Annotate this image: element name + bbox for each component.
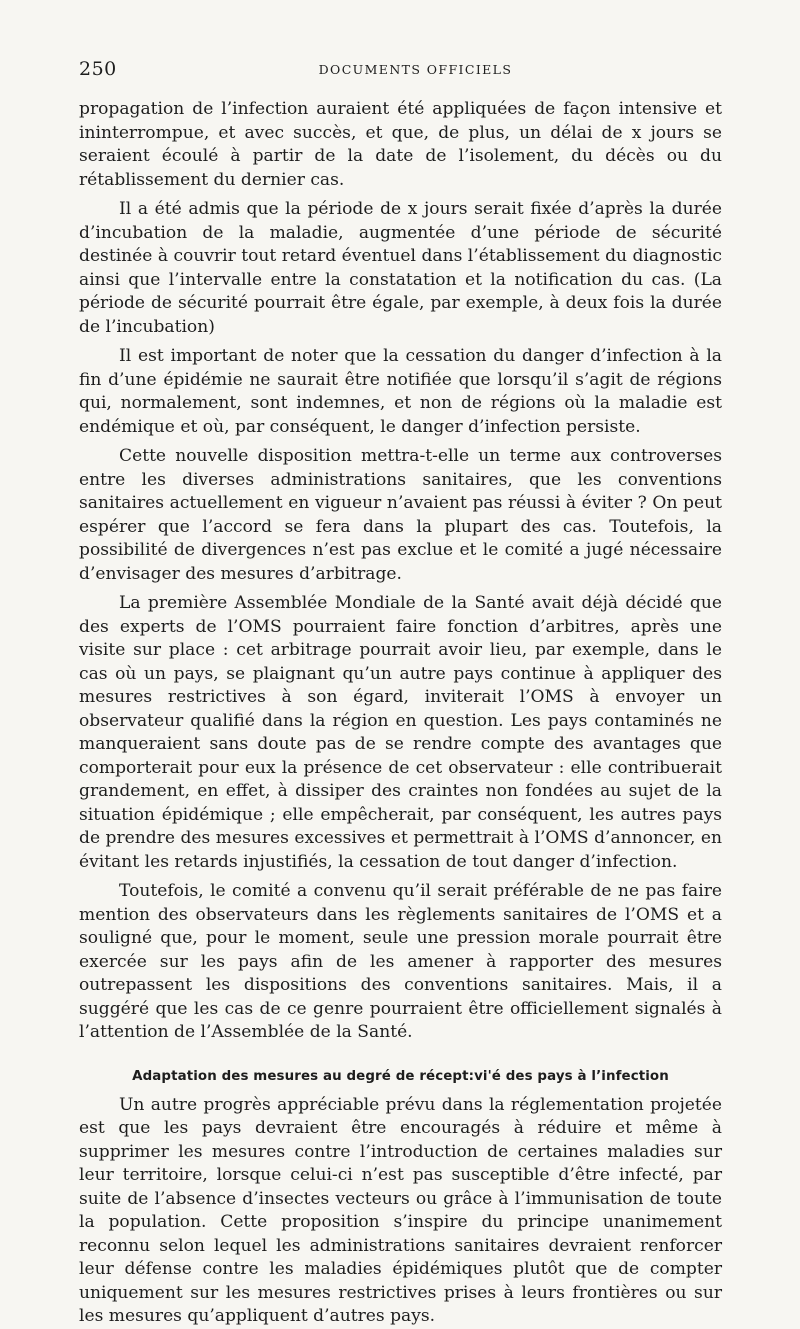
paragraph-cessation-danger: Il est important de noter que la cessation du danger d’infection à la fin d’une épidémie ne saurait être notifiée que lorsqu’il s’agit de régions qui, normalement, sont indemnes, et non de régions où la maladie est endémique et où, par conséquent, le danger d’infection persiste.: [79, 346, 722, 437]
paragraph-first-assembly: La première Assemblée Mondiale de la Santé avait déjà décidé que des experts de l’OMS pourraient faire fonction d’arbitres, après une visite sur place : cet arbitrage pourrait avoir lieu, par exemple, dans le cas où un pays, se plaignant qu’un autre pays continue à appliquer des mesures restrictives à son égard, inviterait l’OMS à envoyer un observateur qualifié dans la région en question. Les pays contaminés ne manqueraient sans doute pas de se rendre compte des avantages que comporterait pour eux la présence de cet observateur : elle contribuerait grandement, en effet, à dissiper des craintes non fondées au sujet de la situation épidémique ; elle empêcherait, par conséquent, les autres pays de prendre des mesures excessives et permettrait à l’OMS d’annoncer, en évitant les retards injustifiés, la cessation de tout danger d’infection.: [79, 593, 722, 872]
page-number: 250: [79, 58, 117, 80]
paragraph-observers: Toutefois, le comité a convenu qu’il serait préférable de ne pas faire mention des observateurs dans les règlements sanitaires de l’OMS et a souligné que, pour le moment, seule une pression morale pourrait être exercée sur les pays afin de les amener à rapporter des mesures outrepassent les dispositions des conventions sanitaires. Mais, il a suggéré que les cas de ce genre pourraient être officiellement signalés à l’attention de l’Assemblée de la Santé.: [79, 881, 722, 1042]
running-title: DOCUMENTS OFFICIELS: [318, 62, 513, 77]
body-text: [79, 98, 722, 1045]
paragraph-arbitration: Cette nouvelle disposition mettra-t-elle un terme aux controverses entre les diverses administrations sanitaires, que les conventions sanitaires actuellement en vigueur n’avaient pas réussi à éviter ? On peut espérer que l’accord se fera dans la plupart des cas. Toutefois, la possibilité de divergences n’est pas exclue et le comité a jugé nécessaire d’envisager des mesures d’arbitrage.: [79, 446, 722, 584]
paragraph-continuation: propagation de l’infection auraient été appliquées de façon intensive et ininterrompue, et avec succès, et que, de plus, un délai de x jours se seraient écoulé à partir de la date de l’isolement, du décès ou du rétablissement du dernier cas.: [79, 99, 722, 190]
section-heading: Adaptation des mesures au degré de récept:vi'é des pays à l’infection: [132, 1068, 669, 1084]
running-header: [79, 58, 722, 88]
paragraph-incubation-period: Il a été admis que la période de x jours serait fixée d’après la durée d’incubation de la maladie, augmentée d’une période de sécurité destinée à couvrir tout retard éventuel dans l’établissement du diagnostic ainsi que l’intervalle entre la constatation et la notification du cas. (La période de sécurité pourrait être égale, par exemple, à deux fois la durée de l’incubation): [79, 199, 722, 337]
paragraph-adaptation-measures: Un autre progrès appréciable prévu dans la réglementation projetée est que les pays devraient être encouragés à réduire et même à supprimer les mesures contre l’introduction de certaines maladies sur leur territoire, lorsque celui-ci n’est pas susceptible d’être infecté, par suite de l’absence d’insectes vecteurs ou grâce à l’immunisation de toute la population. Cette proposition s’inspire du principe unanimement reconnu selon lequel les administrations sanitaires devraient renforcer leur défense contre les maladies épidémiques plutôt que de compter uniquement sur les mesures restrictives prises à leurs frontières ou sur les mesures qu’appliquent d’autres pays.: [79, 1094, 722, 1326]
